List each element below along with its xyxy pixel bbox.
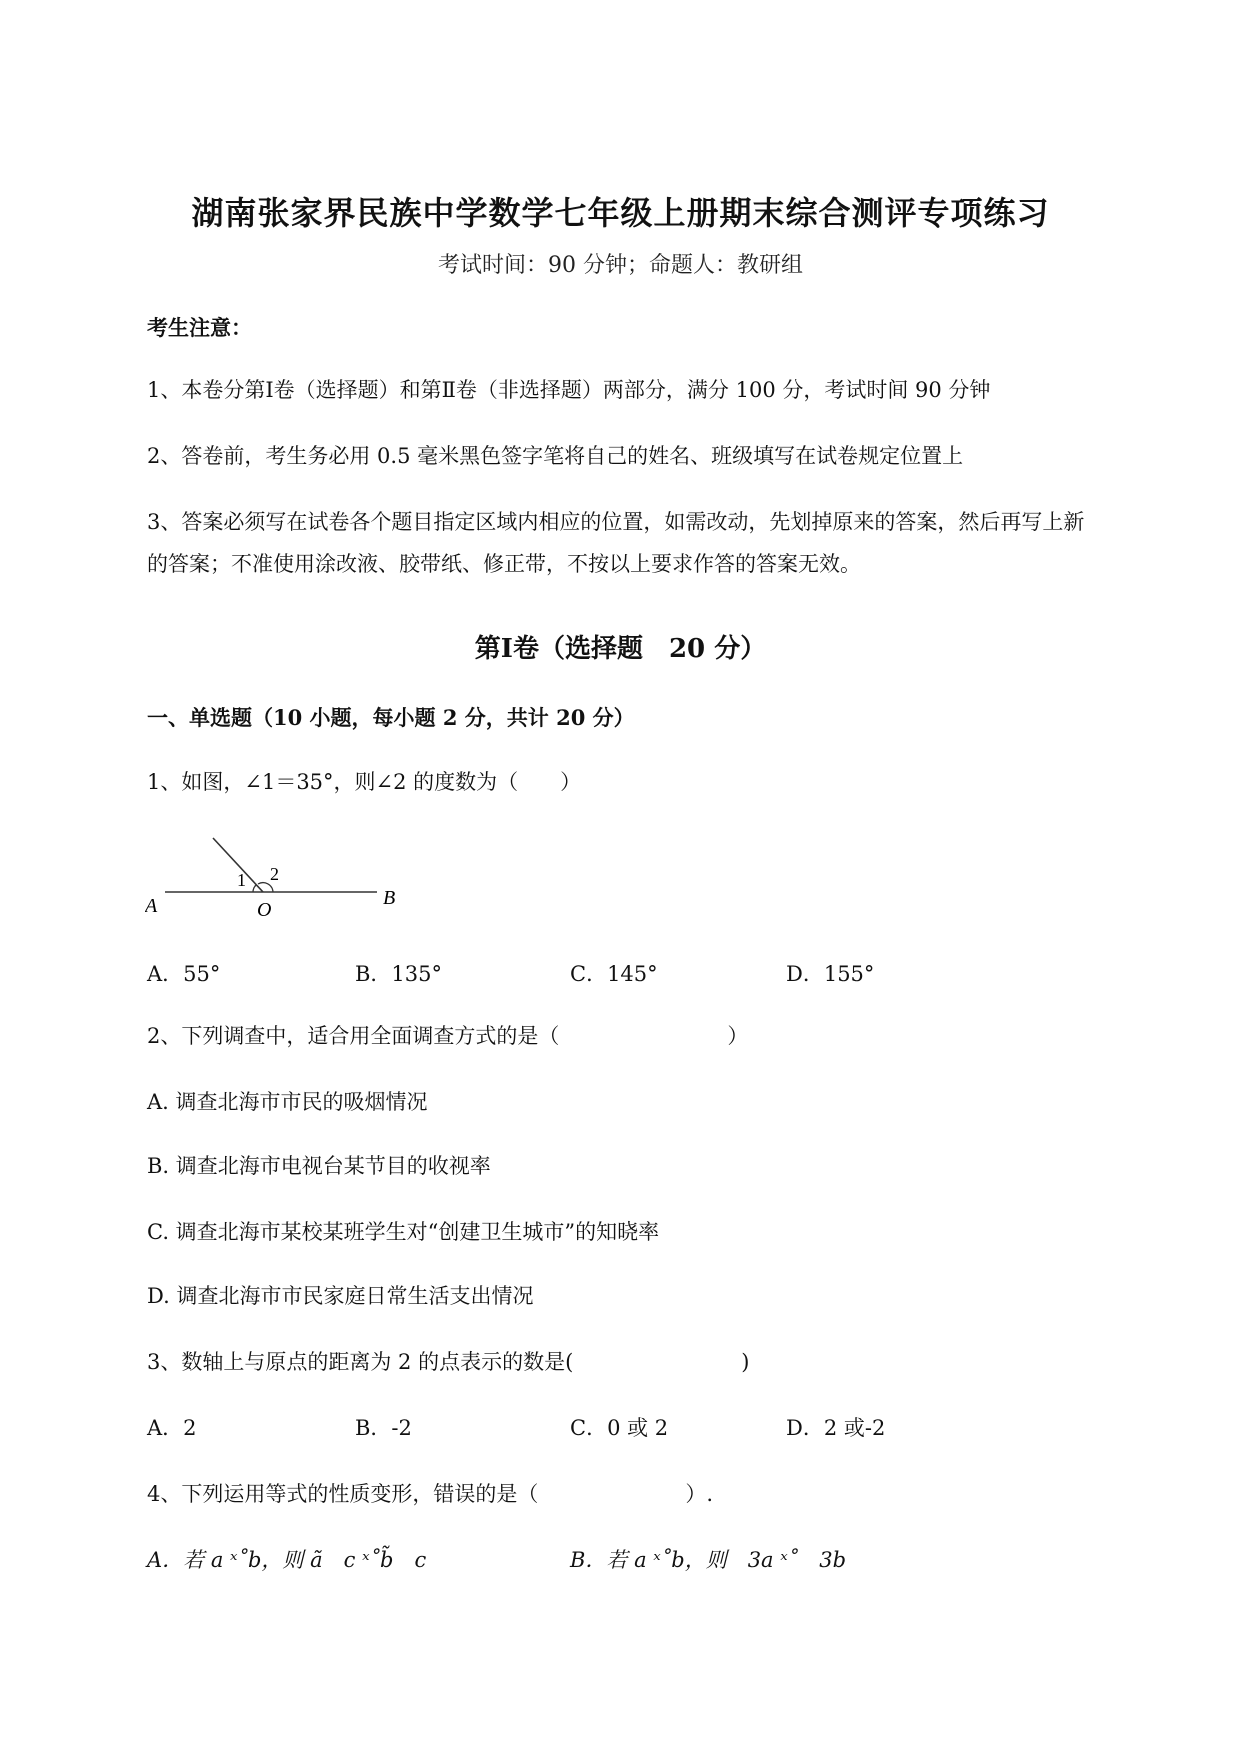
- question-1-option-d: D．155°: [786, 962, 875, 986]
- question-3-option-b: B．-2: [355, 1416, 412, 1440]
- notice-heading: 考生注意：: [147, 315, 252, 340]
- question-2-option-a: A. 调查北海市市民的吸烟情况: [147, 1090, 428, 1114]
- exam-subtitle: 考试时间：90 分钟；命题人：教研组: [438, 253, 803, 278]
- question-4-stem: 4、下列运用等式的性质变形，错误的是（ ）.: [147, 1482, 714, 1506]
- question-2-option-b: B. 调查北海市电视台某节目的收视率: [147, 1154, 491, 1178]
- question-1-option-c: C．145°: [570, 962, 658, 986]
- question-1-stem: 1、如图，∠1＝35°，则∠2 的度数为（ ）: [147, 770, 582, 794]
- question-2-stem: 2、下列调查中，适合用全面调查方式的是（ ）: [147, 1024, 749, 1048]
- angle-1-arc: [253, 885, 256, 892]
- exam-title: 湖南张家界民族中学数学七年级上册期末综合测评专项练习: [191, 194, 1050, 232]
- label-angle-2: 2: [270, 864, 279, 884]
- question-1-option-b: B．135°: [355, 962, 443, 986]
- angle-diagram: [145, 830, 415, 930]
- question-2-option-c: C. 调查北海市某校某班学生对“创建卫生城市”的知晓率: [147, 1220, 660, 1244]
- question-3-option-d: D．2 或-2: [786, 1416, 886, 1440]
- notice-item: 2、答卷前，考生务必用 0.5 毫米黑色签字笔将自己的姓名、班级填写在试卷规定位置上: [147, 444, 964, 468]
- angle-figure: [145, 830, 415, 930]
- question-1-option-a: A．55°: [147, 962, 221, 986]
- question-3-option-a: A．2: [147, 1416, 197, 1440]
- part-heading: 一、单选题（10 小题，每小题 2 分，共计 20 分）: [147, 705, 635, 730]
- question-3-option-c: C．0 或 2: [570, 1416, 669, 1440]
- notice-item-continued: 的答案；不准使用涂改液、胶带纸、修正带，不按以上要求作答的答案无效。: [147, 552, 861, 576]
- question-4-option-a: A．若 a ˣ˚b，则 ã c ˣ˚b̃ c: [147, 1548, 427, 1572]
- label-b: B: [383, 887, 396, 909]
- question-3-stem: 3、数轴上与原点的距离为 2 的点表示的数是( ): [147, 1350, 750, 1374]
- question-2-option-d: D. 调查北海市市民家庭日常生活支出情况: [147, 1284, 534, 1308]
- angle-2-arc: [258, 883, 273, 892]
- label-o: O: [257, 899, 272, 921]
- notice-item: 1、本卷分第Ⅰ卷（选择题）和第Ⅱ卷（非选择题）两部分，满分 100 分，考试时间 90 分钟: [147, 378, 991, 402]
- question-4-option-b: B．若 a ˣ˚b，则 3a ˣ˚ 3b: [570, 1548, 847, 1572]
- notice-item: 3、答案必须写在试卷各个题目指定区域内相应的位置，如需改动，先划掉原来的答案，然后再写上新: [147, 510, 1085, 534]
- label-a: A: [145, 895, 158, 917]
- label-angle-1: 1: [237, 870, 246, 890]
- section-title: 第Ⅰ卷（选择题 20 分）: [474, 634, 767, 664]
